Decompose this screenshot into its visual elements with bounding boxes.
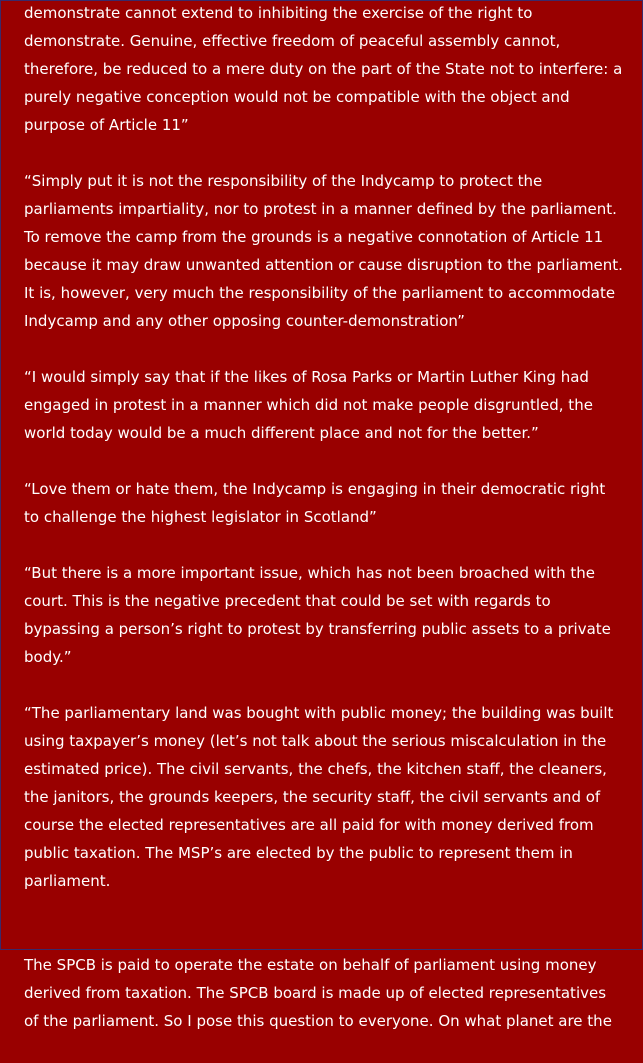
article-body xyxy=(24,0,624,1063)
paragraph-indycamp-responsibility: “Simply put it is not the responsibility of the Indycamp to protect the parliaments impartiality, nor to protest in a manner defined by the parliament. To remove the camp from the grounds is a negative connotation of Article 11 because it may draw unwanted attention or cause disruption to the parliament. It is, however, very much the responsibility of the parliament to accommodate Indycamp and any other opposing counter-demonstration” xyxy=(24,172,623,330)
paragraph-negative-precedent: “But there is a more important issue, which has not been broached with the court. This is the negative precedent that could be set with regards to bypassing a person’s right to protest by transferring public assets to a private body.” xyxy=(24,564,611,666)
paragraph-spcb: The SPCB is paid to operate the estate on behalf of parliament using money derived from taxation. The SPCB board is made up of elected representatives of the parliament. So I pose this question to everyone. On what planet are the xyxy=(24,956,612,1030)
paragraph-democratic-right: “Love them or hate them, the Indycamp is engaging in their democratic right to challenge the highest legislator in Scotland” xyxy=(24,480,606,526)
paragraph-article-11-quote: demonstrate cannot extend to inhibiting the exercise of the right to demonstrate. Genuine, effective freedom of peaceful assembly cannot, therefore, be reduced to a mere duty on the part of the State not to interfere: a purely negative conception would not be compatible with the object and purpose of Article 11” xyxy=(24,4,623,134)
paragraph-rosa-parks: “I would simply say that if the likes of Rosa Parks or Martin Luther King had engaged in protest in a manner which did not make people disgruntled, the world today would be a much different place and not for the better.” xyxy=(24,368,593,442)
paragraph-public-money: “The parliamentary land was bought with public money; the building was built using taxpayer’s money (let’s not talk about the serious miscalculation in the estimated price). The civil servants, the chefs, the kitchen staff, the cleaners, the janitors, the grounds keepers, the security staff, the civil servants and of course the elected representatives are all paid for with money derived from public taxation. The MSP’s are elected by the public to represent them in parliament. xyxy=(24,704,614,890)
